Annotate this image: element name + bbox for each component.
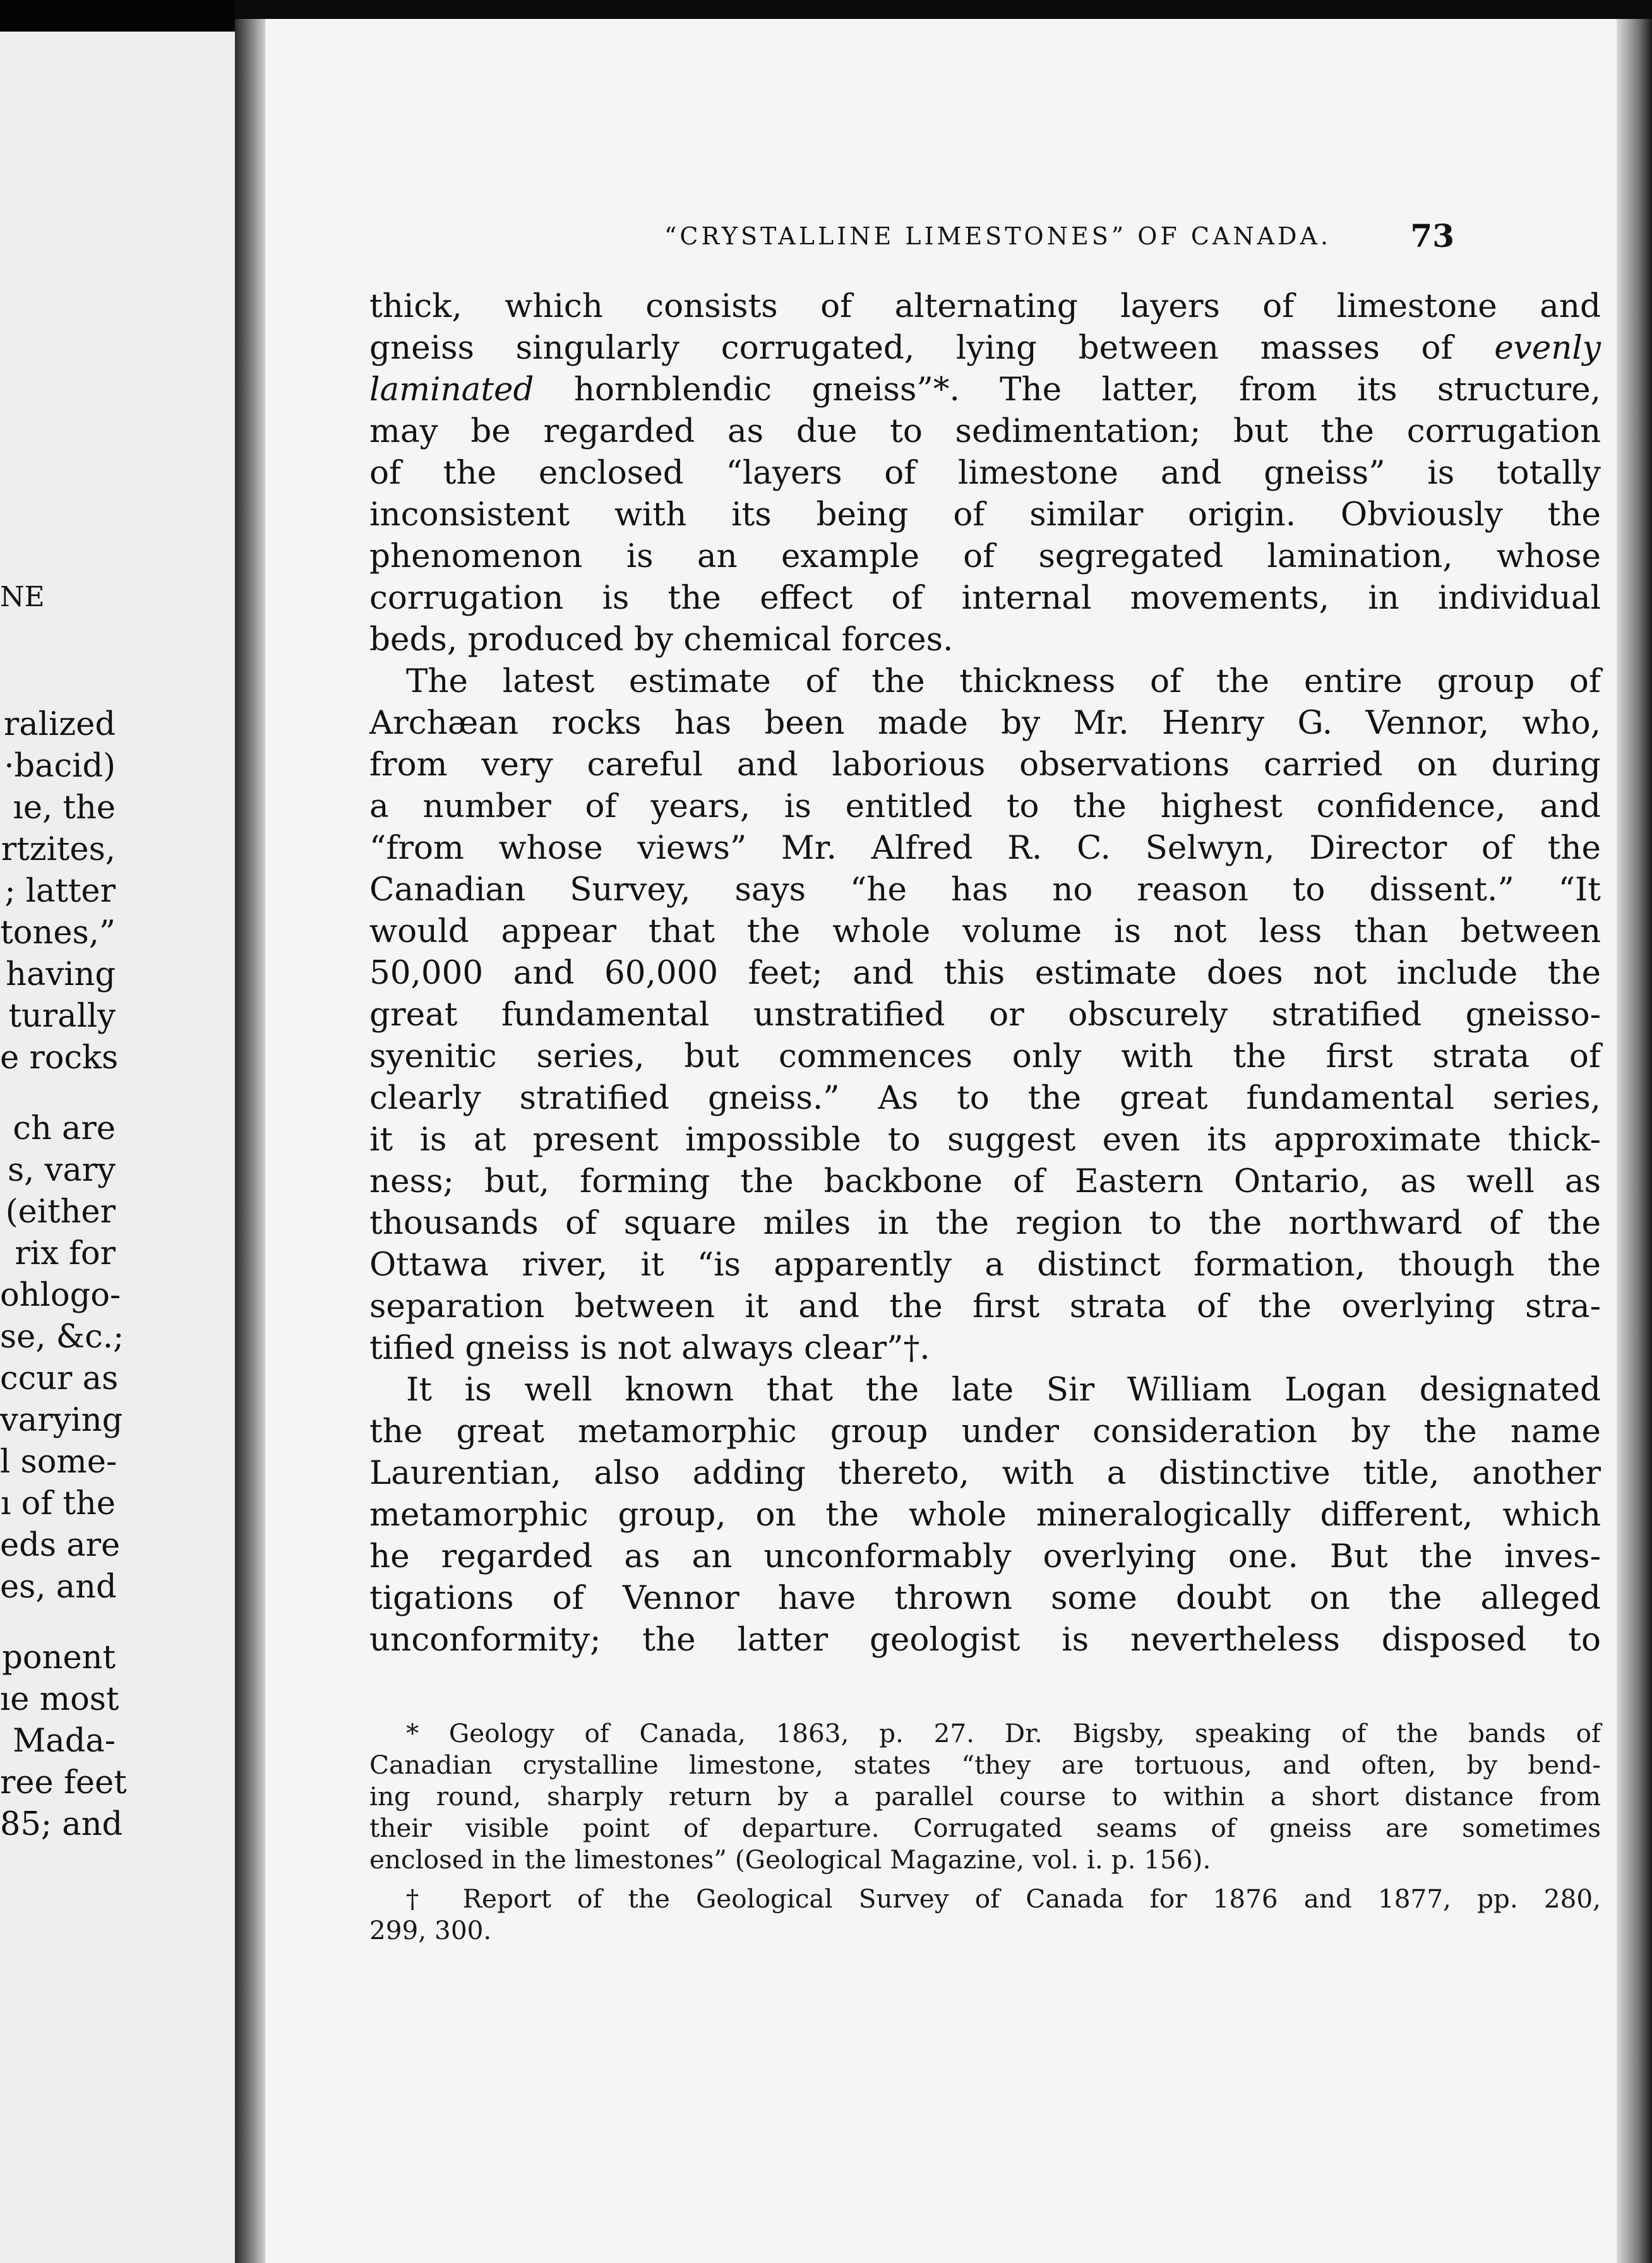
text-line: he regarded as an unconformably overlying one. But the inves- — [369, 1538, 1601, 1575]
previous-page-strip — [0, 32, 237, 2263]
text-line: laminated hornblendic gneiss”*. The latter, from its structure, — [369, 371, 1601, 409]
book-page — [265, 19, 1617, 2263]
previous-page-fragment: s, vary — [7, 1152, 116, 1189]
previous-page-fragment: tones,” — [0, 914, 116, 952]
previous-page-fragment: es, and — [0, 1568, 117, 1606]
body-text — [369, 285, 1601, 1661]
previous-page-fragment: ı of the — [1, 1485, 116, 1522]
previous-page-fragment: ·bacid) — [4, 748, 116, 785]
text-line: tified gneiss is not always clear”†. — [369, 1329, 930, 1367]
previous-page-fragment: ıe, the — [13, 789, 116, 827]
previous-page-text-fragments — [0, 704, 127, 1846]
text-line: would appear that the whole volume is not less than between — [369, 912, 1601, 950]
footnote-line: † Report of the Geological Survey of Canada for 1876 and 1877, pp. 280, — [406, 1884, 1601, 1914]
paragraph-3 — [369, 1369, 1601, 1661]
text-line: of the enclosed “layers of limestone and gneiss” is totally — [369, 454, 1601, 492]
previous-page-fragment: ponent — [2, 1639, 116, 1676]
previous-page-fragment: eds are — [0, 1527, 121, 1564]
text-line: a number of years, is entitled to the highest confidence, and — [369, 787, 1601, 825]
text-line: the great metamorphic group under consideration by the name — [369, 1412, 1601, 1450]
text-line: Laurentian, also adding thereto, with a distinctive title, another — [369, 1454, 1601, 1492]
text-line: thick, which consists of alternating layers of limestone and — [369, 287, 1601, 325]
previous-page-fragment: ree feet — [0, 1764, 127, 1801]
footnote-line: their visible point of departure. Corrugated seams of gneiss are sometimes — [369, 1813, 1601, 1843]
text-line: unconformity; the latter geologist is nevertheless disposed to — [369, 1621, 1601, 1659]
previous-page-fragment: se, &c.; — [0, 1318, 124, 1356]
previous-page-fragment: ccur as — [0, 1360, 119, 1397]
page-right-edge — [1617, 19, 1652, 2263]
text-line: phenomenon is an example of segregated lamination, whose — [369, 537, 1601, 575]
running-head — [265, 217, 1617, 260]
previous-page-fragment: turally — [8, 998, 116, 1035]
text-line: Ottawa river, it “is apparently a distinct formation, though the — [369, 1246, 1601, 1284]
footnote-dagger — [369, 1883, 1601, 1946]
text-line: inconsistent with its being of similar origin. Obviously the — [369, 496, 1601, 534]
paragraph-2 — [369, 660, 1601, 1369]
text-line: gneiss singularly corrugated, lying between masses of evenly — [369, 329, 1601, 367]
text-line: Canadian Survey, says “he has no reason to dissent.” “It — [369, 871, 1601, 909]
text-line: Archæan rocks has been made by Mr. Henry G. Vennor, who, — [369, 704, 1601, 742]
paragraph-1 — [369, 285, 1601, 660]
previous-page-fragment: ; latter — [4, 873, 116, 910]
previous-page-fragment: ch are — [13, 1110, 116, 1147]
text-line: It is well known that the late Sir William Logan designated — [406, 1371, 1601, 1409]
previous-page-fragment: having — [6, 956, 116, 993]
text-line: separation between it and the first strata of the overlying stra- — [369, 1287, 1601, 1325]
previous-page-fragment: 85; and — [0, 1806, 123, 1843]
text-line: tigations of Vennor have thrown some doubt on the alleged — [369, 1579, 1601, 1617]
previous-page-fragment: ohlogo- — [0, 1277, 121, 1314]
scan-top-edge — [235, 0, 1652, 19]
text-line: “from whose views” Mr. Alfred R. C. Selwyn, Director of the — [369, 829, 1601, 867]
text-line: syenitic series, but commences only with the first strata of — [369, 1037, 1601, 1075]
previous-page-fragment: ralized — [3, 706, 116, 743]
book-gutter — [235, 19, 265, 2263]
text-line: it is at present impossible to suggest even its approximate thick- — [369, 1121, 1601, 1159]
text-line: from very careful and laborious observations carried on during — [369, 746, 1601, 784]
footnote-line: * Geology of Canada, 1863, p. 27. Dr. Bigsby, speaking of the bands of — [406, 1718, 1601, 1748]
fragment-gap — [0, 1079, 116, 1108]
text-line: clearly stratified gneiss.” As to the great fundamental series, — [369, 1079, 1601, 1117]
text-line: beds, produced by chemical forces. — [369, 621, 954, 659]
text-line: metamorphic group, on the whole mineralogically different, which — [369, 1496, 1601, 1534]
footnote-line: ing round, sharply return by a parallel course to within a short distance from — [369, 1781, 1601, 1812]
footnote-line: Canadian crystalline limestone, states “they are tortuous, and often, by bend- — [369, 1750, 1601, 1780]
previous-page-fragment: Mada- — [13, 1723, 116, 1760]
text-line: may be regarded as due to sedimentation; but the corrugation — [369, 412, 1601, 450]
previous-page-fragment: l some- — [0, 1443, 117, 1481]
fragment-gap — [0, 1608, 116, 1637]
running-title: “CRYSTALLINE LIMESTONES” OF CANADA. — [664, 222, 1332, 250]
text-line: 50,000 and 60,000 feet; and this estimate does not include the — [369, 954, 1601, 992]
footnote-star — [369, 1717, 1601, 1875]
page-number: 73 — [1410, 217, 1454, 254]
previous-page-fragment: (either — [5, 1193, 116, 1231]
previous-page-heading-fragment: NE — [0, 581, 45, 613]
previous-page-fragment: e rocks — [0, 1039, 119, 1077]
text-line: thousands of square miles in the region to the northward of the — [369, 1204, 1601, 1242]
text-line: great fundamental unstratified or obscurely stratified gneisso- — [369, 996, 1601, 1034]
previous-page-fragment: varying — [0, 1402, 123, 1439]
footnote-line: enclosed in the limestones” (Geological Magazine, vol. i. p. 156). — [369, 1844, 1211, 1875]
footnote-line: 299, 300. — [369, 1915, 492, 1945]
footnotes — [369, 1717, 1601, 1946]
text-line: corrugation is the effect of internal movements, in individual — [369, 579, 1601, 617]
previous-page-fragment: rtzites, — [1, 831, 116, 868]
text-line: ness; but, forming the backbone of Eastern Ontario, as well as — [369, 1162, 1601, 1200]
previous-page-fragment: ıe most — [0, 1681, 119, 1718]
previous-page-fragment: rix for — [15, 1235, 116, 1272]
text-line: The latest estimate of the thickness of the entire group of — [406, 662, 1601, 700]
